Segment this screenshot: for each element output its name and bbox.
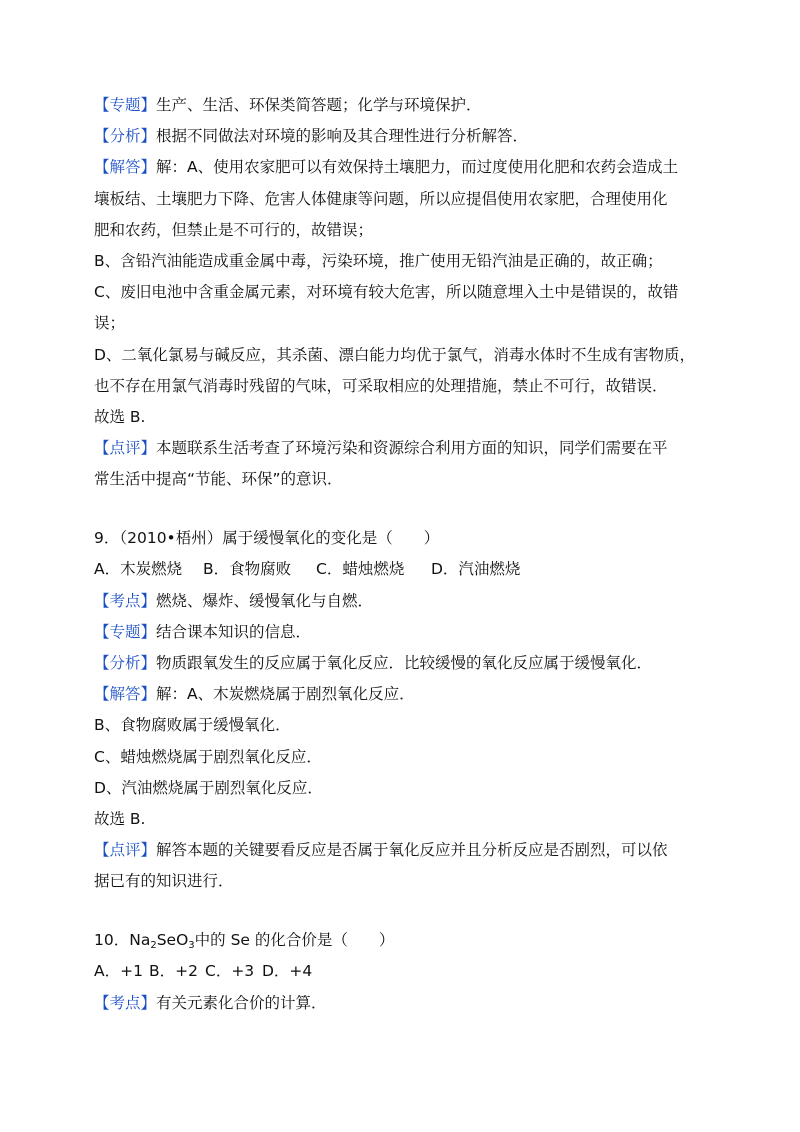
jieda-tag: 【解答】	[94, 158, 157, 176]
q9-option-b: B．食物腐败	[203, 560, 292, 578]
jieda-tag: 【解答】	[94, 685, 157, 703]
q9-answer: 故选 B.	[94, 810, 146, 828]
q10-sub-2: 2	[150, 940, 157, 951]
q9-option-c: C．蜡烛燃烧	[316, 560, 405, 578]
q9-jieda-line-4: D、汽油燃烧属于剧烈氧化反应．	[94, 779, 323, 797]
q10-options	[94, 960, 312, 982]
dianping-text: 解答本题的关键要看反应是否属于氧化反应并且分析反应是否剧烈，可以依	[156, 841, 668, 859]
kaodian-text: 有关元素化合价的计算．	[156, 994, 327, 1012]
jieda-text: 解：A、使用农家肥可以有效保持土壤肥力，而过度使用化肥和农药会造成土	[156, 158, 679, 176]
q10-stem-pre: 10．Na	[94, 931, 151, 949]
q10-kaodian	[94, 992, 327, 1014]
q9-dianping-line-1	[94, 839, 668, 861]
q8-jieda-line-6: 误；	[94, 314, 126, 332]
jieda-text: 解：A、木炭燃烧属于剧烈氧化反应．	[156, 685, 415, 703]
q9-jieda-line-2: B、食物腐败属于缓慢氧化．	[94, 716, 291, 734]
q9-fenxi	[94, 652, 652, 674]
q9-stem: 9．（2010•梧州）属于缓慢氧化的变化是（ ）	[94, 529, 440, 547]
zhuanti-text: 结合课本知识的信息．	[156, 623, 312, 641]
q9-option-d: D．汽油燃烧	[431, 560, 521, 578]
q10-option-a: A．+1	[94, 962, 143, 980]
q8-fenxi	[94, 125, 528, 147]
q9-option-a: A．木炭燃烧	[94, 560, 183, 578]
q8-dianping-line-2: 常生活中提高“节能、环保”的意识．	[94, 470, 343, 488]
zhuanti-tag: 【专题】	[94, 96, 157, 114]
q8-jieda-line-7: D、二氧化氯易与碱反应，其杀菌、漂白能力均优于氯气，消毒水体时不生成有害物质，	[94, 346, 695, 364]
fenxi-tag: 【分析】	[94, 654, 157, 672]
fenxi-text: 物质跟氧发生的反应属于氧化反应．比较缓慢的氧化反应属于缓慢氧化．	[156, 654, 653, 672]
q8-jieda-line-3: 肥和农药，但禁止是不可行的，故错误；	[94, 221, 374, 239]
q9-jieda-line-1	[94, 683, 415, 705]
zhuanti-tag: 【专题】	[94, 623, 157, 641]
dianping-tag: 【点评】	[94, 439, 157, 457]
q8-answer: 故选 B.	[94, 408, 146, 426]
q9-zhuanti	[94, 621, 311, 643]
kaodian-tag: 【考点】	[94, 994, 157, 1012]
q8-jieda-line-4: B、含铅汽油能造成重金属中毒，污染环境，推广使用无铅汽油是正确的，故正确；	[94, 252, 663, 270]
dianping-tag: 【点评】	[94, 841, 157, 859]
q9-kaodian	[94, 590, 373, 612]
q8-zhuanti	[94, 94, 482, 116]
fenxi-tag: 【分析】	[94, 127, 157, 145]
q8-jieda-line-5: C、废旧电池中含重金属元素，对环境有较大危害，所以随意埋入土中是错误的，故错	[94, 283, 679, 301]
q9-options	[94, 558, 520, 580]
q10-option-c: C．+3	[205, 962, 255, 980]
zhuanti-text: 生产、生活、环保类简答题；化学与环境保护．	[156, 96, 482, 114]
q8-jieda-line-1	[94, 156, 678, 178]
q9-dianping-line-2: 据已有的知识进行．	[94, 872, 234, 890]
dianping-text: 本题联系生活考查了环境污染和资源综合利用方面的知识，同学们需要在平	[156, 439, 668, 457]
fenxi-text: 根据不同做法对环境的影响及其合理性进行分析解答．	[156, 127, 529, 145]
q10-stem	[94, 929, 394, 951]
q10-stem-post: 中的 Se 的化合价是（ ）	[194, 931, 395, 949]
q10-option-b: B．+2	[149, 962, 198, 980]
kaodian-text: 燃烧、爆炸、缓慢氧化与自燃．	[156, 592, 374, 610]
q10-sub-3: 3	[188, 940, 195, 951]
q10-option-d: D．+4	[262, 962, 313, 980]
q8-jieda-line-8: 也不存在用氯气消毒时残留的气味，可采取相应的处理措施，禁止不可行，故错误．	[94, 377, 668, 395]
kaodian-tag: 【考点】	[94, 592, 157, 610]
q8-dianping-line-1	[94, 437, 668, 459]
q10-stem-mid: SeO	[156, 931, 189, 949]
q9-jieda-line-3: C、蜡烛燃烧属于剧烈氧化反应．	[94, 748, 322, 766]
q8-jieda-line-2: 壤板结、土壤肥力下降、危害人体健康等问题，所以应提倡使用农家肥，合理使用化	[94, 190, 668, 208]
